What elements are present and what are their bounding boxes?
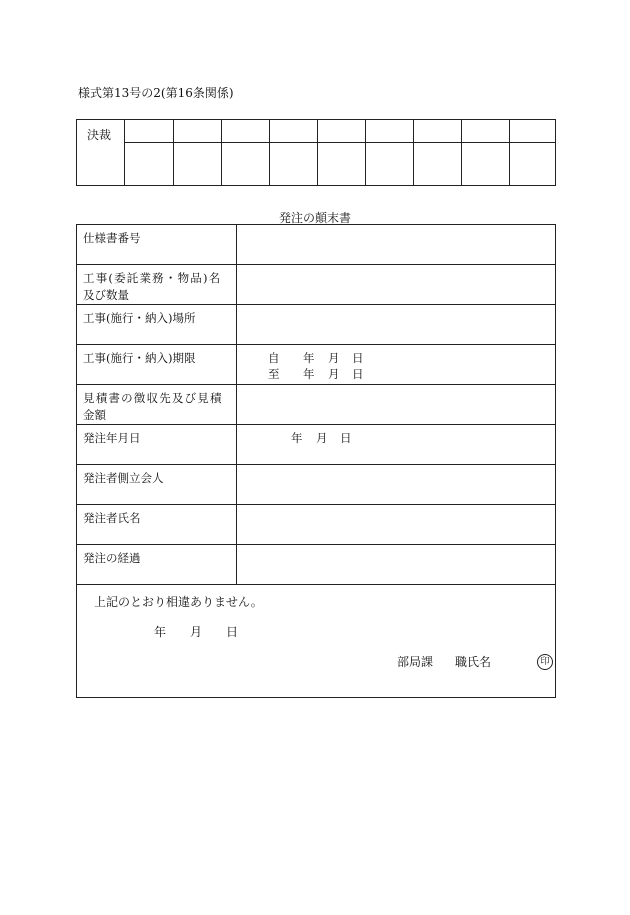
period-to-day: 日 [352, 367, 364, 381]
row-label [77, 465, 237, 504]
period-from-label: 自 [268, 351, 280, 365]
row-label [77, 505, 237, 544]
row-label-line: 発注年月日 [83, 431, 141, 445]
row-label-line: 発注者側立会人 [83, 471, 164, 485]
period-from-day: 日 [352, 351, 364, 365]
row-witness [77, 465, 555, 505]
row-order-history [77, 545, 555, 585]
row-label [77, 225, 237, 264]
period-to-year: 年 [303, 367, 315, 381]
approval-column-line [365, 120, 366, 185]
approval-column-line [317, 120, 318, 185]
statement: 上記のとおり相違ありません。 [94, 595, 263, 609]
row-label-line: 発注の経過 [83, 551, 141, 565]
approval-column-line [461, 120, 462, 185]
footer-day: 日 [226, 625, 239, 639]
row-orderer-name [77, 505, 555, 545]
approval-column-line [221, 120, 222, 185]
footer-year: 年 [154, 625, 167, 639]
order-date-day: 日 [340, 431, 352, 445]
row-label-line: 及び数量 [83, 288, 129, 302]
row-label-line: 工事(施行・納入)場所 [83, 311, 196, 325]
row-work-place [77, 305, 555, 345]
approval-column-line [173, 120, 174, 185]
seal-icon: 印 [537, 654, 553, 670]
row-label-line: 発注者氏名 [83, 511, 141, 525]
row-label [77, 385, 237, 424]
row-estimate [77, 385, 555, 425]
row-work-name [77, 265, 555, 305]
row-label-line: 金額 [83, 408, 106, 422]
order-date-year: 年 [291, 431, 303, 445]
approval-column-line [269, 120, 270, 185]
period-from-month: 月 [328, 351, 340, 365]
approval-label-cell [77, 120, 125, 185]
row-label-line: 仕様書番号 [83, 231, 141, 245]
row-work-period [77, 345, 555, 385]
period-from-year: 年 [303, 351, 315, 365]
report-table [76, 224, 556, 698]
row-label [77, 305, 237, 344]
row-label [77, 545, 237, 584]
row-label [77, 425, 237, 464]
approval-table [76, 119, 556, 186]
row-label-line: 見積書の徴収先及び見積 [83, 391, 223, 405]
row-label [77, 345, 237, 384]
form-number: 様式第13号の2(第16条関係) [78, 86, 234, 100]
approval-column-line [413, 120, 414, 185]
period-to-label: 至 [268, 367, 280, 381]
department-label: 部局課 [397, 655, 434, 669]
row-spec-number [77, 225, 555, 265]
approval-label: 決裁 [87, 128, 112, 142]
row-label-line: 工事(委託業務・物品)名 [83, 271, 222, 285]
document-title: 発注の顛末書 [278, 211, 351, 225]
row-order-date [77, 425, 555, 465]
row-label-line: 工事(施行・納入)期限 [83, 351, 196, 365]
row-label [77, 265, 237, 304]
approval-divider [125, 142, 555, 143]
approval-column-line [509, 120, 510, 185]
period-to-month: 月 [328, 367, 340, 381]
position-name-label: 職氏名 [455, 655, 492, 669]
order-date-month: 月 [316, 431, 328, 445]
footer-month: 月 [190, 625, 203, 639]
